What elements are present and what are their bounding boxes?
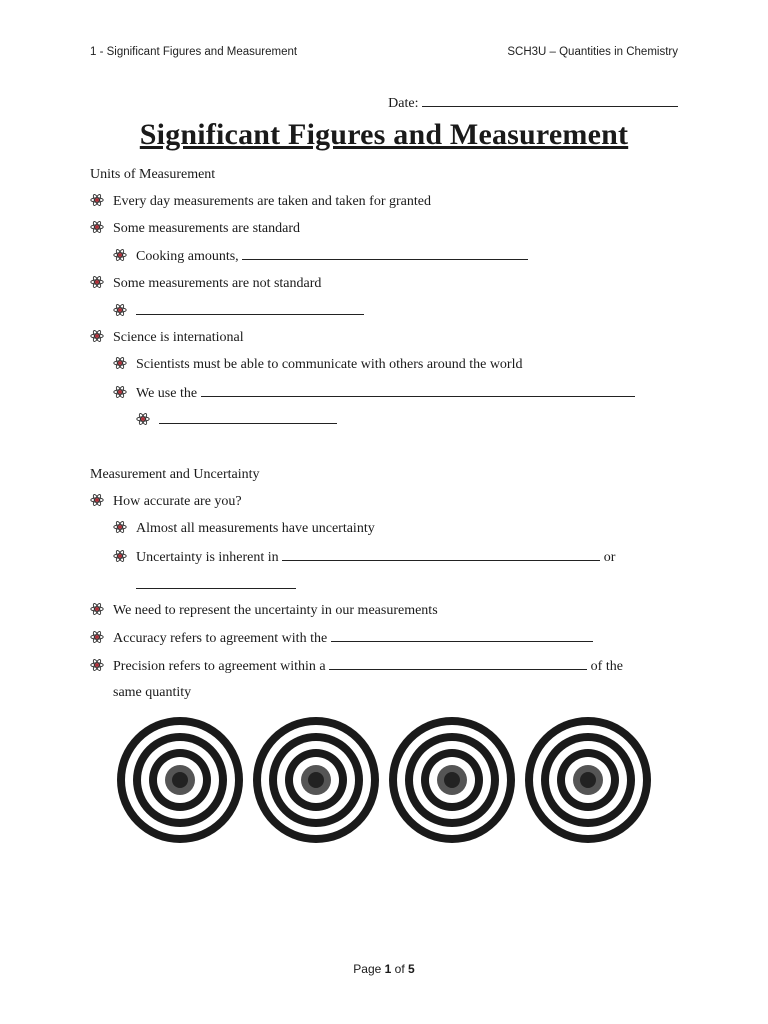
atom-icon <box>136 412 150 426</box>
section-heading-units: Units of Measurement <box>90 167 216 182</box>
fill-blank[interactable] <box>159 411 337 424</box>
list-item-text: Accuracy refers to agreement with the <box>113 631 328 646</box>
list-item-text: Almost all measurements have uncertainty <box>136 521 375 536</box>
target-diagrams <box>112 712 656 848</box>
list-item <box>90 657 623 676</box>
list-item <box>90 275 321 293</box>
list-item <box>113 520 375 538</box>
list-item-text: We use the <box>136 386 198 401</box>
list-item-text: How accurate are you? <box>113 494 242 509</box>
atom-icon <box>113 385 127 399</box>
fill-blank[interactable] <box>136 576 296 589</box>
target-icon <box>248 712 384 848</box>
list-item-continuation: same quantity <box>113 685 192 700</box>
list-item <box>90 629 593 648</box>
header-right: SCH3U – Quantities in Chemistry <box>507 46 678 58</box>
atom-icon <box>90 493 104 507</box>
header-left: 1 - Significant Figures and Measurement <box>90 46 298 58</box>
atom-icon <box>90 193 104 207</box>
footer-prefix: Page <box>353 962 382 976</box>
fill-blank[interactable] <box>329 657 587 670</box>
atom-icon <box>113 356 127 370</box>
list-item <box>113 384 635 403</box>
fill-blank[interactable] <box>242 247 528 260</box>
list-item-text: Cooking amounts, <box>136 249 239 264</box>
list-item-text: of the <box>590 659 623 674</box>
atom-icon <box>90 329 104 343</box>
list-item-text: Precision refers to agreement within a <box>113 659 326 674</box>
list-item-text: Every day measurements are taken and taken for granted <box>113 194 431 209</box>
fill-blank[interactable] <box>282 548 600 561</box>
list-item <box>113 356 522 374</box>
atom-icon <box>90 220 104 234</box>
atom-icon <box>90 630 104 644</box>
footer-page-total: 5 <box>408 962 415 976</box>
list-item-text: Some measurements are standard <box>113 221 300 236</box>
list-item <box>113 302 364 321</box>
list-item-text: or <box>603 550 616 565</box>
list-item <box>90 193 431 211</box>
atom-icon <box>90 275 104 289</box>
list-item <box>90 220 300 238</box>
date-line <box>388 94 678 112</box>
list-item <box>113 247 528 266</box>
list-item <box>90 329 244 347</box>
atom-icon <box>90 602 104 616</box>
atom-icon <box>90 658 104 672</box>
atom-icon <box>113 549 127 563</box>
atom-icon <box>113 303 127 317</box>
date-label: Date: <box>388 96 419 111</box>
list-item-text: Scientists must be able to communicate with others around the world <box>136 357 523 372</box>
section-heading-uncertainty: Measurement and Uncertainty <box>90 467 260 482</box>
list-item <box>136 411 337 430</box>
fill-blank[interactable] <box>136 302 364 315</box>
list-item-text: Uncertainty is inherent in <box>136 550 279 565</box>
target-icon <box>112 712 248 848</box>
list-item-text: Science is international <box>113 330 244 345</box>
list-item <box>90 602 438 620</box>
page-title: Significant Figures and Measurement <box>139 118 629 151</box>
list-item <box>90 493 242 511</box>
target-icon <box>384 712 520 848</box>
page-footer <box>0 962 768 976</box>
atom-icon <box>113 520 127 534</box>
target-icon <box>520 712 656 848</box>
date-blank[interactable] <box>422 94 678 107</box>
list-item-text: Some measurements are not standard <box>113 276 322 291</box>
footer-page-number: 1 <box>384 962 392 976</box>
list-item-continuation <box>136 576 296 595</box>
footer-of: of <box>394 962 405 976</box>
list-item-text: We need to represent the uncertainty in our measurements <box>113 603 438 618</box>
list-item <box>113 548 615 567</box>
fill-blank[interactable] <box>201 384 635 397</box>
fill-blank[interactable] <box>331 629 593 642</box>
atom-icon <box>113 248 127 262</box>
